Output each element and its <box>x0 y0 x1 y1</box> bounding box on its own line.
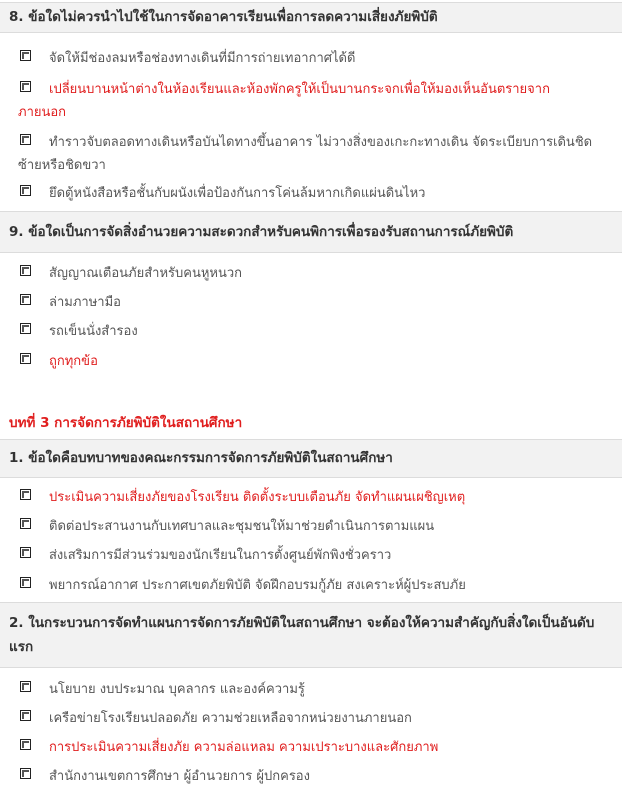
checkbox-icon[interactable] <box>20 577 31 588</box>
q8-option-1[interactable]: จัดให้มีช่องลมหรือช่องทางเดินที่มีการถ่ายเทอากาศได้ดี <box>0 46 622 72</box>
chapter3-question-1-title: 1. ข้อใดคือบทบาทของคณะกรรมการจัดการภัยพิบัติในสถานศึกษา <box>0 439 622 478</box>
q8-option-3[interactable]: ทำราวจับตลอดทางเดินหรือบันไดทางขึ้นอาคาร ไม่วางสิ่งของเกะกะทางเดิน จัดระเบียบการเดินชิด ซ้ายหรือชิดขวา <box>18 135 593 173</box>
checkbox-icon[interactable] <box>20 739 31 750</box>
s3q1-option-1[interactable]: ประเมินความเสี่ยงภัยของโรงเรียน ติดตั้งระบบเตือนภัย จัดทำแผนเผชิญเหตุ <box>0 485 622 511</box>
checkbox-icon[interactable] <box>20 265 31 276</box>
checkbox-icon[interactable] <box>20 50 31 61</box>
q9-option-1[interactable]: สัญญาณเตือนภัยสำหรับคนหูหนวก <box>0 261 622 287</box>
checkbox-icon[interactable] <box>20 768 31 779</box>
q9-option-3[interactable]: รถเข็นนั่งสำรอง <box>0 319 622 345</box>
s3q2-option-1[interactable]: นโยบาย งบประมาณ บุคลากร และองค์ความรู้ <box>0 677 622 703</box>
section-heading: บทที่ 3 การจัดการภัยพิบัติในสถานศึกษา <box>9 415 243 431</box>
checkbox-icon[interactable] <box>20 681 31 692</box>
s3q1-option-2[interactable]: ติดต่อประสานงานกับเทศบาลและชุมชนให้มาช่วยดำเนินการตามแผน <box>0 514 622 540</box>
checkbox-icon[interactable] <box>20 489 31 500</box>
checkbox-icon[interactable] <box>20 353 31 364</box>
s3q1-option-4[interactable]: พยากรณ์อากาศ ประกาศเขตภัยพิบัติ จัดฝึกอบรมกู้ภัย สงเคราะห์ผู้ประสบภัย <box>0 573 622 599</box>
s3q1-option-3[interactable]: ส่งเสริมการมีส่วนร่วมของนักเรียนในการตั้งศูนย์พักพิงชั่วคราว <box>0 543 622 569</box>
q9-option-2[interactable]: ล่ามภาษามือ <box>0 290 622 316</box>
question-9-title: 9. ข้อใดเป็นการจัดสิ่งอำนวยความสะดวกสำหรับคนพิการเพื่อรองรับสถานการณ์ภัยพิบัติ <box>0 211 622 253</box>
checkbox-icon[interactable] <box>20 294 31 305</box>
s3q2-option-3[interactable]: การประเมินความเสี่ยงภัย ความล่อแหลม ความเปราะบางและศักยภาพ <box>0 735 622 761</box>
q8-option-4[interactable]: ยึดตู้หนังสือหรือชั้นกับผนังเพื่อป้องกันการโค่นล้มหากเกิดแผ่นดินไหว <box>0 181 622 207</box>
checkbox-icon[interactable] <box>20 323 31 334</box>
q9-option-4[interactable]: ถูกทุกข้อ <box>0 349 622 375</box>
checkbox-icon[interactable] <box>20 710 31 721</box>
checkbox-icon[interactable] <box>20 81 31 92</box>
s3q2-option-2[interactable]: เครือข่ายโรงเรียนปลอดภัย ความช่วยเหลือจากหน่วยงานภายนอก <box>0 706 622 732</box>
q8-option-2[interactable]: เปลี่ยนบานหน้าต่างในห้องเรียนและห้องพักครูให้เป็นบานกระจกเพื่อให้มองเห็นอันตรายจาก ภายนอก <box>18 82 550 120</box>
checkbox-icon[interactable] <box>20 547 31 558</box>
s3q2-option-4[interactable]: สำนักงานเขตการศึกษา ผู้อำนวยการ ผู้ปกครอง <box>0 764 622 790</box>
chapter3-question-2-title: 2. ในกระบวนการจัดทำแผนการจัดการภัยพิบัติในสถานศึกษา จะต้องให้ความสำคัญกับสิ่งใดเป็นอันดับ แรก <box>0 602 622 668</box>
checkbox-icon[interactable] <box>20 518 31 529</box>
checkbox-icon[interactable] <box>20 134 31 145</box>
question-8-title: 8. ข้อใดไม่ควรนำไปใช้ในการจัดอาคารเรียนเพื่อการลดความเสี่ยงภัยพิบัติ <box>0 2 622 33</box>
checkbox-icon[interactable] <box>20 185 31 196</box>
